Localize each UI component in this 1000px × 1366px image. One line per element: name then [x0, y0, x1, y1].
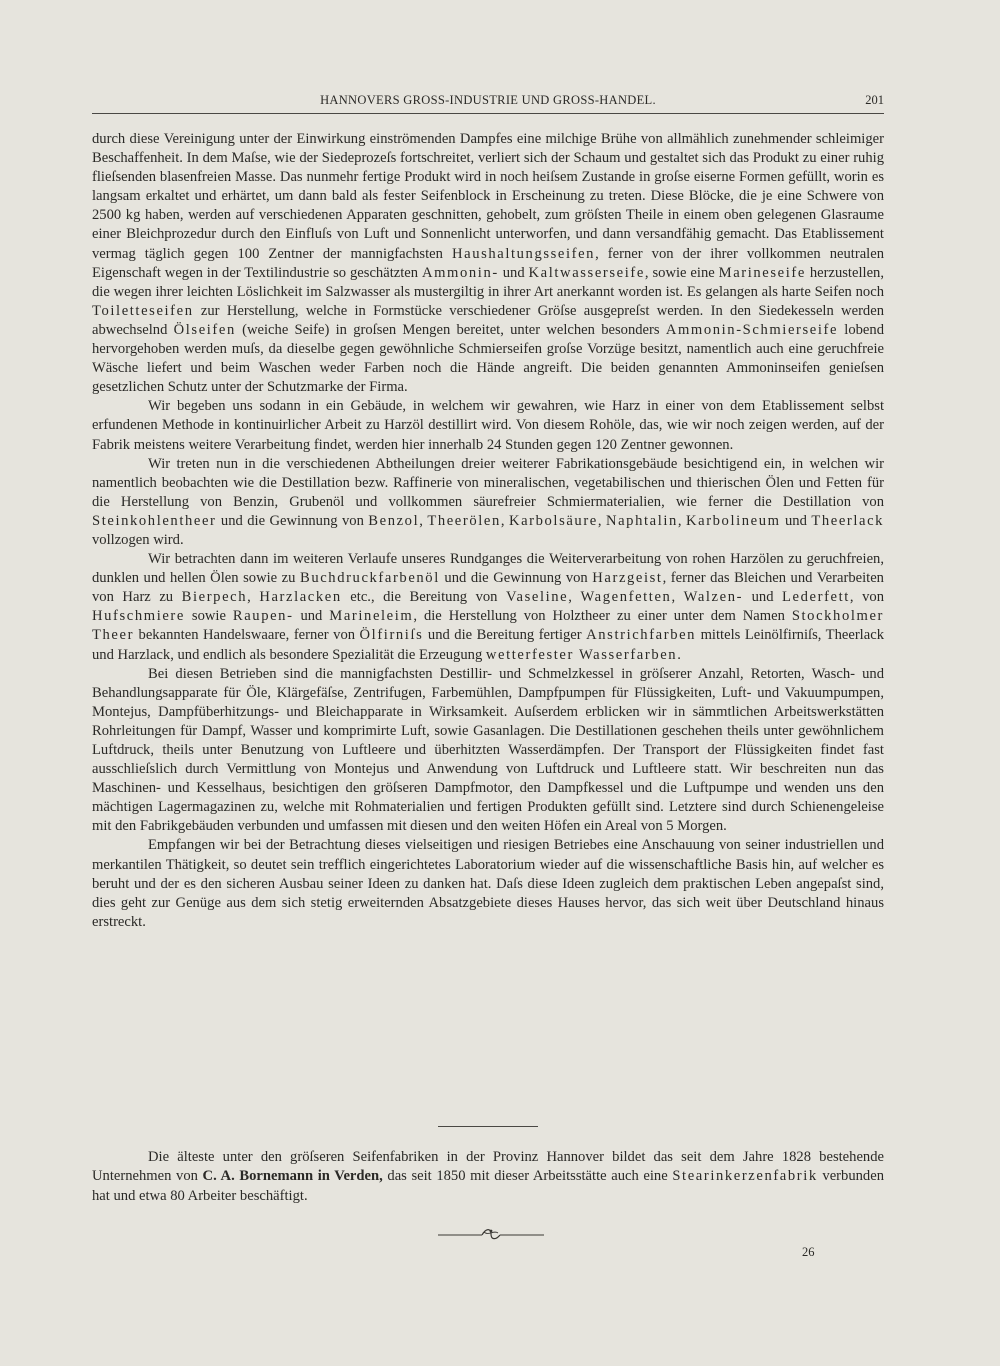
spaced-term: Theerlack [811, 512, 885, 529]
text-run: , ferner von der ihrer vollkommen neutralen Eigenschaft wegen in der Textilindustrie so geschätzten [92, 245, 885, 281]
spaced-term: Stockholmer Theer [92, 608, 884, 644]
text-run: Empfangen wir bei der Betrachtung dieses vielseitigen und riesigen Betriebes eine Anschauung von seiner industriellen und merkantilen Thätigkeit, so deutet sein trefflich eingerichtetes Laboratorium wieder auf die wissenschaftliche Basis hin, auf welcher es beruht und der es den sicheren Ausbau seiner Ideen zu danken hat. Daſs diese Ideen zugleich dem praktischen Leben angepaſst sind, dies geht zur Genüge aus dem sich stetig erweiternden Absatzgebiete dieses Hauses hervor, das sich weit über Deutschland hinaus erstreckt. [92, 837, 884, 930]
text-run: und die Bereitung fertiger [423, 627, 587, 644]
text-run: und [498, 264, 529, 281]
spaced-term: Toiletteseifen [92, 302, 194, 319]
text-run: Die älteste unter den gröſseren Seifenfabriken in der Provinz Hannover bildet das seit dem Jahre 1828 bestehende Unternehmen von [92, 1149, 884, 1185]
text-run: , ferner das Bleichen und Verarbeiten von Harz zu [92, 570, 884, 606]
spaced-term: Karbolsäure [508, 512, 598, 529]
spaced-term: Stearinkerzenfabrik [672, 1168, 818, 1185]
spaced-term: Hufschmiere [92, 608, 185, 625]
page-number: 201 [865, 93, 884, 107]
text-run: , [597, 512, 606, 529]
spaced-term: Lederfett [782, 589, 850, 606]
spaced-term: Benzol [368, 512, 420, 529]
paragraph [92, 665, 884, 837]
text-run: , [500, 512, 509, 529]
closing-section [92, 1148, 884, 1206]
text-run: und die Gewinnung von [216, 512, 369, 529]
text-run: , [677, 512, 686, 529]
text-run: , sowie eine [644, 264, 719, 281]
text-run: Wir betrachten dann im weiteren Verlaufe unseres Rundganges die Weiterverarbeitung von rohen Harzölen zu geruchfreien, dunklen und hellen Ölen sowie zu [92, 551, 884, 587]
spaced-term: Ammonin-Schmierseife [665, 321, 839, 338]
text-run: sowie [184, 608, 233, 625]
text-run: , [568, 589, 581, 606]
running-header [92, 93, 884, 115]
spaced-term: Anstrichfarben [586, 627, 697, 644]
spaced-term: Harzlacken [259, 589, 342, 606]
text-run: und die Gewinnung von [439, 570, 593, 587]
text-run: , [419, 512, 428, 529]
company-name: C. A. Bornemann in Verden, [202, 1168, 383, 1185]
text-run: , von [849, 589, 884, 606]
paragraph [92, 455, 884, 550]
text-run: , [671, 589, 684, 606]
spaced-term: Marineleim [329, 608, 414, 625]
text-run: etc., die Bereitung von [341, 589, 507, 606]
spaced-term: Karbolineum [685, 512, 781, 529]
spaced-term: Naphtalin [605, 512, 678, 529]
paragraph [92, 836, 884, 931]
text-run: verbunden hat und etwa 80 Arbeiter beschäftigt. [92, 1168, 885, 1204]
text-run: Wir begeben uns sodann in ein Gebäude, in welchem wir gewahren, wie Harz in einer von dem Etablissement selbst erfundenen Methode in kontinuirlicher Arbeit zu Harzöl destillirt wird. Von diesem Rohöle, das, wie wir noch zeigen werden, auf der Fabrik meistens weitere Verarbeitung findet, werden hier innerhalb 24 Stunden gegen 120 Zentner gewonnen. [92, 398, 884, 453]
text-run: herzustellen, die wegen ihrer leichten Löslichkeit im Salzwasser als mustergiltig in ihrer Art anerkannt worden ist. Es gelangen als harte Seifen noch [92, 264, 884, 300]
text-run: lobend hervorgehoben werden muſs, da dieselbe gegen gewöhnliche Schmierseifen groſse Vorzüge besitzt, namentlich auch eine geruchfreie Wäsche liefert und beim Waschen weder Farben noch die Hände angreift. Die beiden genannten Ammoninseifen genieſsen gesetzlichen Schutz unter der Schutzmarke der Firma. [92, 321, 885, 396]
text-run: (weiche Seife) in groſsen Mengen bereitet, unter welchen besonders [235, 321, 666, 338]
paragraph [92, 130, 884, 397]
spaced-term: Ammonin- [421, 264, 499, 281]
text-run: . [677, 646, 681, 663]
spaced-term: Theerölen [427, 512, 501, 529]
closing-paragraph [92, 1148, 884, 1206]
spaced-term: Ölfirniſs [359, 627, 424, 644]
text-run: und [780, 512, 812, 529]
ornament-icon [436, 1226, 546, 1242]
spaced-term: Raupen- [232, 608, 294, 625]
spaced-term: Marineseife [718, 264, 806, 281]
text-run: und [743, 589, 783, 606]
text-run: Wir treten nun in die verschiedenen Abtheilungen dreier weiterer Fabrikationsgebäude besichtigend ein, in welchen wir namentlich beobachten wie die Destillation bezw. Raffinerie von mineralischen, vegetabilischen und thierischen Ölen und Fetten für die Herstellung von Benzin, Grubenöl und vollkommen säurefreier Schmiermaterialien, wie ferner die Destillation von [92, 455, 884, 510]
spaced-term: Kaltwasserseife [528, 264, 645, 281]
spaced-term: wetterfester Wasserfarben [485, 646, 678, 663]
spaced-term: Steinkohlentheer [92, 512, 217, 529]
header-title: HANNOVERS GROSS-INDUSTRIE UND GROSS-HANDEL. [320, 93, 656, 107]
text-run: , die Herstellung von Holztheer zu einer unter dem Namen [413, 608, 792, 625]
spaced-term: Vaseline [506, 589, 569, 606]
spaced-term: Bierpech [181, 589, 248, 606]
text-run: Bei diesen Betrieben sind die mannigfachsten Destillir- und Schmelzkessel in gröſserer Anzahl, Retorten, Wasch- und Behandlungsapparate für Öle, Klärgefäſse, Zentrifugen, Farbemühlen, Dampfpumpen für Flüssigkeiten, Luft- und Vakuumpumpen, Montejus, Dampfüberhitzungs- und Bleichapparate in Wirksamkeit. Auſserdem erblicken wir in sämmtlichen Arbeitswerkstätten Rohrleitungen für Dampf, Wasser und komprimirte Luft, sowie Gasanlagen. Die Destillationen geschehen theils unter gewöhnlichem Luftdruck, theils unter Benutzung von Luftleere und überhitzten Wasserdämpfen. Der Transport der Flüssigkeiten findet fast ausschlieſslich durch Vermittlung von Montejus und Anwendung von Luftdruck und Luftleere statt. Wir beschreiten nun das Maschinen- und Kesselhaus, besichtigen den gröſseren Dampfmotor, den Dampfkessel und die Luftpumpe und wenden uns den mächtigen Lagermagazinen zu, welche mit Rohmaterialien und fertigen Produkten gefüllt sind. Letztere sind durch Schienengeleise mit den Fabrikgebäuden verbunden und umfassen mit diesen und den weiten Höfen ein Areal von 5 Morgen. [92, 665, 884, 835]
text-run: vollzogen wird. [92, 531, 184, 548]
text-run: das seit 1850 mit dieser Arbeitsstätte auch eine [382, 1168, 673, 1185]
body-text [92, 130, 884, 932]
header-rule [92, 113, 884, 114]
spaced-term: Ölseifen [173, 321, 236, 338]
spaced-term: Buchdruckfarbenöl [300, 570, 440, 587]
text-run: bekannten Handelswaare, ferner von [134, 627, 360, 644]
text-run: und [293, 608, 330, 625]
spaced-term: Harzgeist [592, 570, 663, 587]
text-run: durch diese Vereinigung unter der Einwirkung einströmenden Dampfes eine milchige Brühe von allmählich zunehmender schleimiger Beschaffenheit. In dem Maſse, wie der Siedeprozeſs fortschreitet, verliert sich der Schaum und gestaltet sich das Produkt zu einer ruhig flieſsenden blasenfreien Masse. Das nunmehr fertige Produkt wird in noch heiſsem Zustande in groſse eiserne Formen gefüllt, worin es langsam erkaltet und erhärtet, um dann bald als fester Seifenblock in Erscheinung zu treten. Diese Blöcke, die je eine Schwere von 2500 kg haben, werden auf verschiedenen Apparaten geschnitten, gehobelt, zum gröſsten Theile in einem oben gelegenen Glasraume einer Bleichprozedur durch den Einfluſs von Luft und Sonnenlicht unterworfen, und dann versandfähig gemacht. Das Etablissement vermag täglich gegen 100 Zentner der mannigfachsten [92, 131, 884, 262]
spaced-term: Walzen- [683, 589, 744, 606]
signature-mark: 26 [802, 1245, 815, 1259]
spaced-term: Wagenfetten [580, 589, 672, 606]
paragraph [92, 550, 884, 665]
paragraph [92, 397, 884, 454]
section-divider [438, 1126, 538, 1127]
text-run: , [247, 589, 260, 606]
text-run: mittels Leinölfirniſs, Theerlack und Harzlack, und endlich als besondere Spezialität die Erzeugung [92, 627, 884, 663]
text-run: zur Herstellung, welche in Formstücke verschiedener Gröſse ausgepreſst werden. In den Siedekesseln werden abwechselnd [92, 302, 884, 338]
spaced-term: Haushaltungsseifen [451, 245, 596, 262]
